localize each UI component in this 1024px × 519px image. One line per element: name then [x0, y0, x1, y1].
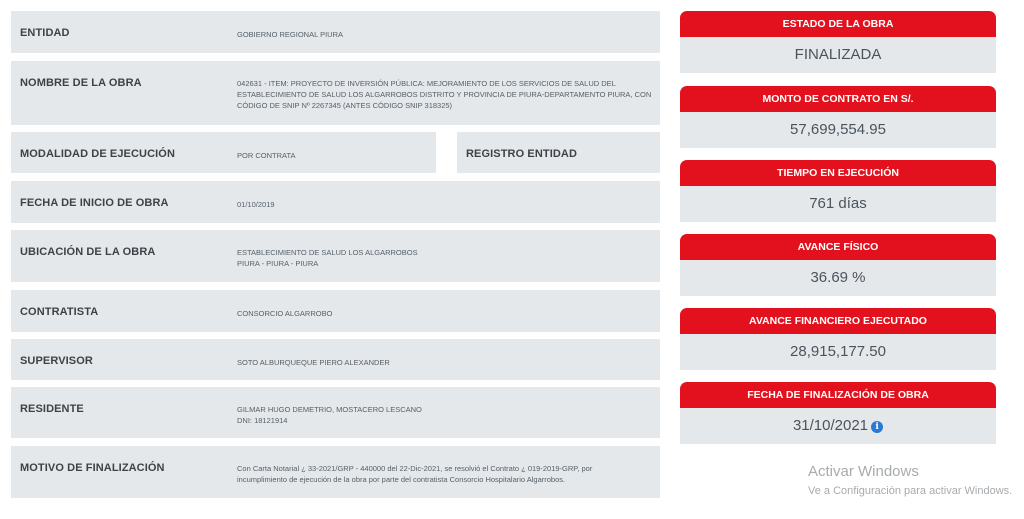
card-title: TIEMPO EN EJECUCIÓN	[680, 160, 996, 186]
row-fecha-inicio	[11, 181, 660, 223]
label-nombre-obra: NOMBRE DE LA OBRA	[20, 77, 142, 89]
activation-watermark-title: Activar Windows	[808, 463, 919, 480]
row-ubicacion	[11, 230, 660, 282]
label-ubicacion: UBICACIÓN DE LA OBRA	[20, 246, 156, 258]
row-supervisor	[11, 339, 660, 380]
card-value-text: 31/10/2021	[792, 417, 869, 434]
label-registro-entidad: REGISTRO ENTIDAD	[466, 148, 577, 160]
label-modalidad: MODALIDAD DE EJECUCIÓN	[20, 148, 175, 160]
label-motivo-finalizacion: MOTIVO DE FINALIZACIÓN	[20, 462, 165, 474]
card-title: MONTO DE CONTRATO EN S/.	[680, 86, 996, 112]
card-estado-obra	[680, 11, 996, 73]
label-supervisor: SUPERVISOR	[20, 355, 93, 367]
row-contratista	[11, 290, 660, 332]
card-value: 57,699,554.95	[680, 112, 996, 148]
value-fecha-inicio: 01/10/2019	[237, 200, 275, 209]
value-supervisor: SOTO ALBURQUEQUE PIERO ALEXANDER	[237, 358, 390, 367]
row-entidad	[11, 11, 660, 53]
value-nombre-obra: 042631 - ITEM: PROYECTO DE INVERSIÓN PÚBLICA: MEJORAMIENTO DE LOS SERVICIOS DE SALUD DEL ESTABLECIMIENTO DE SALUD LOS ALGARROBOS DISTRITO Y PROVINCIA DE PIURA-DEPARTAMENTO PIURA, CON CÓDIGO DE SNIP Nº 2267345 (ANTES CÓDIGO SNIP 318325)	[237, 79, 652, 110]
row-motivo-finalizacion	[11, 446, 660, 498]
value-entidad: GOBIERNO REGIONAL PIURA	[237, 30, 343, 39]
card-value	[680, 408, 996, 444]
card-value: 28,915,177.50	[680, 334, 996, 370]
value-ubicacion: ESTABLECIMIENTO DE SALUD LOS ALGARROBOS PIURA - PIURA - PIURA	[237, 248, 418, 268]
card-value: FINALIZADA	[680, 37, 996, 73]
label-residente: RESIDENTE	[20, 403, 84, 415]
value-motivo-finalizacion: Con Carta Notarial ¿ 33-2021/GRP - 440000 del 22-Dic-2021, se resolvió el Contrato ¿ 019-2019-GRP, por incumplimiento de ejecución de la obra por parte del contratista Consorcio Hospitalario Algarrobos.	[237, 464, 593, 484]
card-avance-financiero	[680, 308, 996, 370]
value-residente: GILMAR HUGO DEMETRIO, MOSTACERO LESCANO DNI: 18121914	[237, 405, 422, 425]
card-tiempo-ejecucion	[680, 160, 996, 222]
card-title: AVANCE FINANCIERO EJECUTADO	[680, 308, 996, 334]
value-contratista: CONSORCIO ALGARROBO	[237, 309, 333, 318]
card-title: FECHA DE FINALIZACIÓN DE OBRA	[680, 382, 996, 408]
label-entidad: ENTIDAD	[20, 27, 70, 39]
row-modalidad	[11, 132, 436, 173]
card-value: 36.69 %	[680, 260, 996, 296]
card-value: 761 días	[680, 186, 996, 222]
activation-watermark-subtitle: Ve a Configuración para activar Windows.	[808, 485, 1013, 497]
row-nombre-obra	[11, 61, 660, 125]
card-title: ESTADO DE LA OBRA	[680, 11, 996, 37]
card-avance-fisico	[680, 234, 996, 296]
label-fecha-inicio: FECHA DE INICIO DE OBRA	[20, 197, 169, 209]
card-fecha-finalizacion	[680, 382, 996, 444]
label-contratista: CONTRATISTA	[20, 306, 99, 318]
row-residente	[11, 387, 660, 438]
value-modalidad: POR CONTRATA	[237, 151, 296, 160]
info-icon[interactable]: i	[871, 421, 883, 433]
card-monto-contrato	[680, 86, 996, 148]
card-title: AVANCE FÍSICO	[680, 234, 996, 260]
row-registro-entidad	[457, 132, 660, 173]
